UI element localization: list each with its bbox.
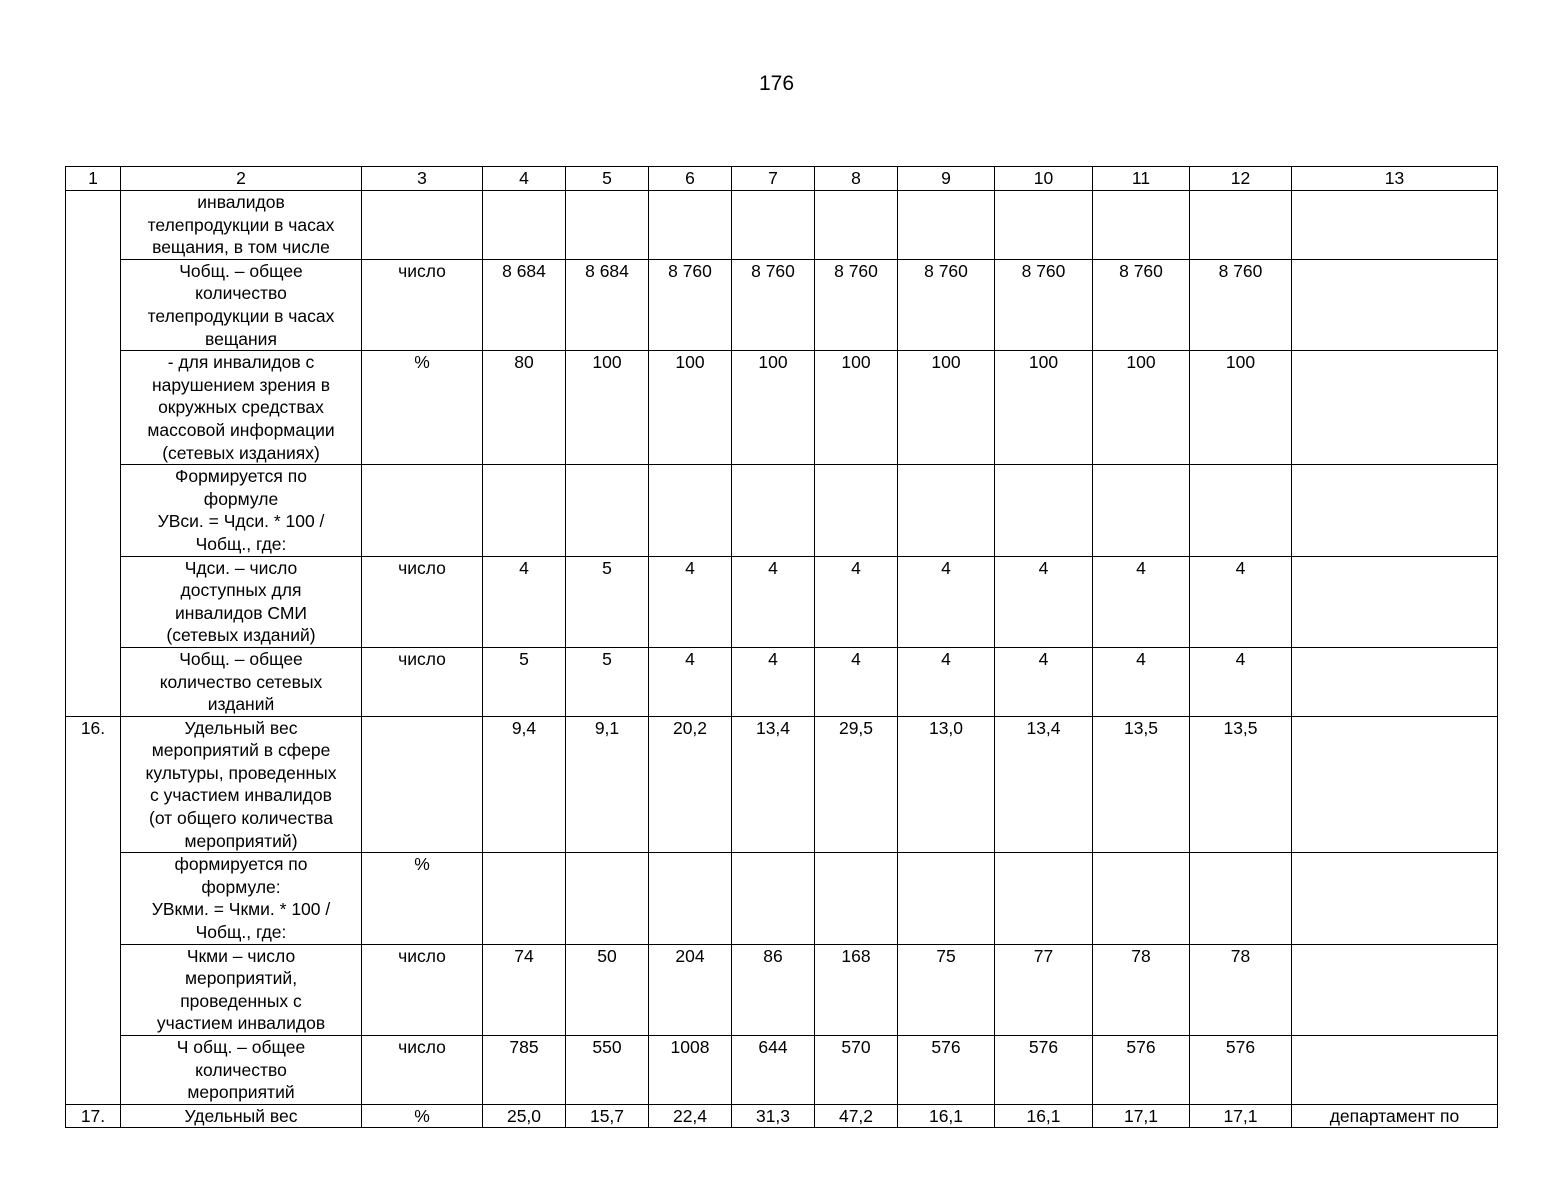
value-cell: 4 [898, 647, 995, 716]
value-cell: 5 [483, 647, 566, 716]
value-cell: 16,1 [995, 1104, 1093, 1128]
value-cell: 100 [815, 351, 898, 465]
value-cell: 17,1 [1190, 1104, 1292, 1128]
value-cell: 4 [649, 556, 732, 647]
description-cell [121, 1036, 362, 1105]
value-cell: 4 [995, 647, 1093, 716]
description-line: нарушением зрения в [151, 374, 331, 395]
value-cell: 17,1 [1093, 1104, 1190, 1128]
value-cell: 4 [1093, 556, 1190, 647]
value-cell: 8 760 [898, 259, 995, 350]
unit-cell [362, 716, 483, 853]
table-row [66, 1036, 1498, 1105]
value-cell [483, 465, 566, 556]
column-header: 12 [1190, 167, 1292, 191]
description-cell [121, 1104, 362, 1128]
description-line: количество [195, 283, 287, 304]
column-header: 9 [898, 167, 995, 191]
value-cell: 15,7 [566, 1104, 649, 1128]
description-line: (сетевых изданий) [166, 625, 316, 646]
value-cell: 100 [898, 351, 995, 465]
description-line: формируется по [174, 854, 308, 875]
value-cell [898, 853, 995, 944]
value-cell: 13,5 [1190, 716, 1292, 853]
unit-cell: % [362, 351, 483, 465]
value-cell [732, 465, 815, 556]
description-cell [121, 556, 362, 647]
description-line: вещания [205, 328, 277, 349]
description-cell [121, 853, 362, 944]
column-header: 13 [1292, 167, 1498, 191]
value-cell [995, 853, 1093, 944]
value-cell [483, 191, 566, 260]
value-cell: 9,1 [566, 716, 649, 853]
value-cell: 13,0 [898, 716, 995, 853]
value-cell: 13,5 [1093, 716, 1190, 853]
value-cell: 100 [1190, 351, 1292, 465]
value-cell: 4 [649, 647, 732, 716]
description-line: культуры, проведенных [145, 762, 337, 783]
column-number-row [66, 167, 1498, 191]
unit-cell: число [362, 556, 483, 647]
indicators-table [65, 166, 1498, 1128]
value-cell: 576 [995, 1036, 1093, 1105]
note-cell [1292, 556, 1498, 647]
value-cell [995, 465, 1093, 556]
description-line: телепродукции в часах [147, 305, 335, 326]
value-cell: 4 [1190, 647, 1292, 716]
value-cell: 78 [1093, 944, 1190, 1035]
table-row [66, 853, 1498, 944]
value-cell: 4 [898, 556, 995, 647]
value-cell: 25,0 [483, 1104, 566, 1128]
value-cell: 75 [898, 944, 995, 1035]
description-line: УВкми. = Чкми. * 100 / [151, 899, 331, 920]
column-header: 2 [121, 167, 362, 191]
column-header: 11 [1093, 167, 1190, 191]
column-header: 4 [483, 167, 566, 191]
value-cell: 47,2 [815, 1104, 898, 1128]
value-cell: 4 [815, 647, 898, 716]
table-row [66, 191, 1498, 260]
value-cell: 22,4 [649, 1104, 732, 1128]
table-row [66, 465, 1498, 556]
description-cell [121, 465, 362, 556]
value-cell: 100 [1093, 351, 1190, 465]
description-line: Удельный вес [184, 1105, 298, 1126]
value-cell: 4 [1190, 556, 1292, 647]
column-header: 10 [995, 167, 1093, 191]
value-cell: 8 760 [815, 259, 898, 350]
value-cell: 8 760 [995, 259, 1093, 350]
value-cell: 785 [483, 1036, 566, 1105]
description-line: Чобщ. – общее [179, 260, 303, 281]
description-line: телепродукции в часах [147, 214, 335, 235]
row-number-cell: 16. [66, 716, 121, 1104]
value-cell: 644 [732, 1036, 815, 1105]
value-cell: 100 [732, 351, 815, 465]
value-cell [732, 853, 815, 944]
table-row [66, 716, 1498, 853]
description-line: Ч общ. – общее [176, 1037, 306, 1057]
value-cell [815, 191, 898, 260]
note-cell [1292, 1036, 1498, 1105]
value-cell [483, 853, 566, 944]
value-cell: 31,3 [732, 1104, 815, 1128]
description-line: формуле: [201, 876, 281, 897]
value-cell [1093, 853, 1190, 944]
table-row [66, 351, 1498, 465]
description-line: изданий [207, 694, 275, 715]
value-cell: 570 [815, 1036, 898, 1105]
description-cell [121, 716, 362, 853]
table-row [66, 556, 1498, 647]
value-cell [815, 853, 898, 944]
table-row [66, 944, 1498, 1035]
value-cell: 50 [566, 944, 649, 1035]
value-cell [1190, 853, 1292, 944]
description-line: УВси. = Чдси. * 100 / [157, 511, 325, 532]
value-cell: 576 [1190, 1036, 1292, 1105]
value-cell: 1008 [649, 1036, 732, 1105]
value-cell: 550 [566, 1036, 649, 1105]
value-cell: 168 [815, 944, 898, 1035]
value-cell [898, 465, 995, 556]
value-cell: 4 [483, 556, 566, 647]
description-line: Удельный вес [184, 717, 298, 738]
note-cell [1292, 716, 1498, 853]
value-cell: 20,2 [649, 716, 732, 853]
value-cell: 4 [732, 556, 815, 647]
row-number-cell [66, 191, 121, 717]
description-line: мероприятий в сфере [151, 740, 331, 761]
value-cell: 8 760 [1093, 259, 1190, 350]
value-cell: 5 [566, 556, 649, 647]
value-cell [566, 465, 649, 556]
description-line: с участием инвалидов [150, 785, 332, 806]
description-line: Формируется по [175, 466, 307, 487]
value-cell: 4 [1093, 647, 1190, 716]
description-line: мероприятий) [184, 830, 298, 851]
note-cell [1292, 853, 1498, 944]
value-cell: 576 [898, 1036, 995, 1105]
description-line: вещания, в том числе [152, 237, 330, 258]
value-cell: 100 [995, 351, 1093, 465]
description-line: (сетевых изданиях) [162, 442, 320, 463]
description-line: Чобщ., где: [195, 922, 287, 943]
value-cell [649, 465, 732, 556]
value-cell [649, 853, 732, 944]
description-line: - для инвалидов с [167, 352, 315, 373]
note-cell [1292, 944, 1498, 1035]
description-line: Чобщ., где: [195, 533, 287, 554]
description-line: Чобщ. – общее [179, 648, 303, 669]
value-cell: 77 [995, 944, 1093, 1035]
value-cell: 9,4 [483, 716, 566, 853]
note-cell: департамент по [1292, 1104, 1498, 1128]
column-header: 1 [66, 167, 121, 191]
value-cell [1190, 191, 1292, 260]
value-cell [1093, 191, 1190, 260]
description-cell [121, 944, 362, 1035]
description-line: мероприятий, [184, 968, 298, 989]
unit-cell: число [362, 944, 483, 1035]
row-number-cell: 17. [66, 1104, 121, 1128]
unit-cell: число [362, 647, 483, 716]
value-cell: 204 [649, 944, 732, 1035]
column-header: 7 [732, 167, 815, 191]
description-line: количество [195, 1059, 287, 1080]
table-row [66, 647, 1498, 716]
description-line: (от общего количества [149, 808, 333, 829]
unit-cell [362, 465, 483, 556]
description-line: доступных для [180, 580, 302, 601]
value-cell: 74 [483, 944, 566, 1035]
value-cell [566, 191, 649, 260]
value-cell: 16,1 [898, 1104, 995, 1128]
page-number: 176 [758, 72, 795, 95]
value-cell: 8 760 [649, 259, 732, 350]
description-cell [121, 351, 362, 465]
value-cell: 86 [732, 944, 815, 1035]
table-row [66, 259, 1498, 350]
unit-cell: число [362, 259, 483, 350]
value-cell: 8 684 [566, 259, 649, 350]
value-cell: 100 [566, 351, 649, 465]
value-cell: 4 [995, 556, 1093, 647]
value-cell [898, 191, 995, 260]
note-cell [1292, 191, 1498, 260]
description-line: проведенных с [180, 990, 302, 1011]
value-cell: 13,4 [732, 716, 815, 853]
value-cell: 80 [483, 351, 566, 465]
description-line: Чдси. – число [184, 557, 298, 578]
value-cell: 576 [1093, 1036, 1190, 1105]
unit-cell: % [362, 853, 483, 944]
description-line: инвалидов СМИ [175, 602, 307, 623]
value-cell: 100 [649, 351, 732, 465]
column-header: 8 [815, 167, 898, 191]
description-line: инвалидов [197, 192, 285, 212]
description-cell [121, 647, 362, 716]
unit-cell [362, 191, 483, 260]
value-cell [1190, 465, 1292, 556]
value-cell [732, 191, 815, 260]
value-cell [1093, 465, 1190, 556]
value-cell [995, 191, 1093, 260]
value-cell: 8 684 [483, 259, 566, 350]
description-cell [121, 191, 362, 260]
unit-cell: % [362, 1104, 483, 1128]
note-cell [1292, 647, 1498, 716]
value-cell: 8 760 [732, 259, 815, 350]
value-cell: 13,4 [995, 716, 1093, 853]
note-cell [1292, 465, 1498, 556]
table-row [66, 1104, 1498, 1128]
note-cell [1292, 351, 1498, 465]
value-cell [649, 191, 732, 260]
description-line: мероприятий [187, 1082, 295, 1103]
description-line: окружных средствах [158, 397, 324, 418]
column-header: 5 [566, 167, 649, 191]
description-line: формуле [203, 488, 279, 509]
value-cell: 4 [815, 556, 898, 647]
value-cell: 29,5 [815, 716, 898, 853]
value-cell: 4 [732, 647, 815, 716]
column-header: 6 [649, 167, 732, 191]
column-header: 3 [362, 167, 483, 191]
description-line: Чкми – число [186, 945, 296, 966]
description-line: количество сетевых [159, 671, 323, 692]
value-cell: 5 [566, 647, 649, 716]
description-line: массовой информации [147, 419, 335, 440]
unit-cell: число [362, 1036, 483, 1105]
note-cell [1292, 259, 1498, 350]
value-cell: 78 [1190, 944, 1292, 1035]
description-cell [121, 259, 362, 350]
value-cell [815, 465, 898, 556]
value-cell: 8 760 [1190, 259, 1292, 350]
value-cell [566, 853, 649, 944]
description-line: участием инвалидов [156, 1013, 326, 1034]
